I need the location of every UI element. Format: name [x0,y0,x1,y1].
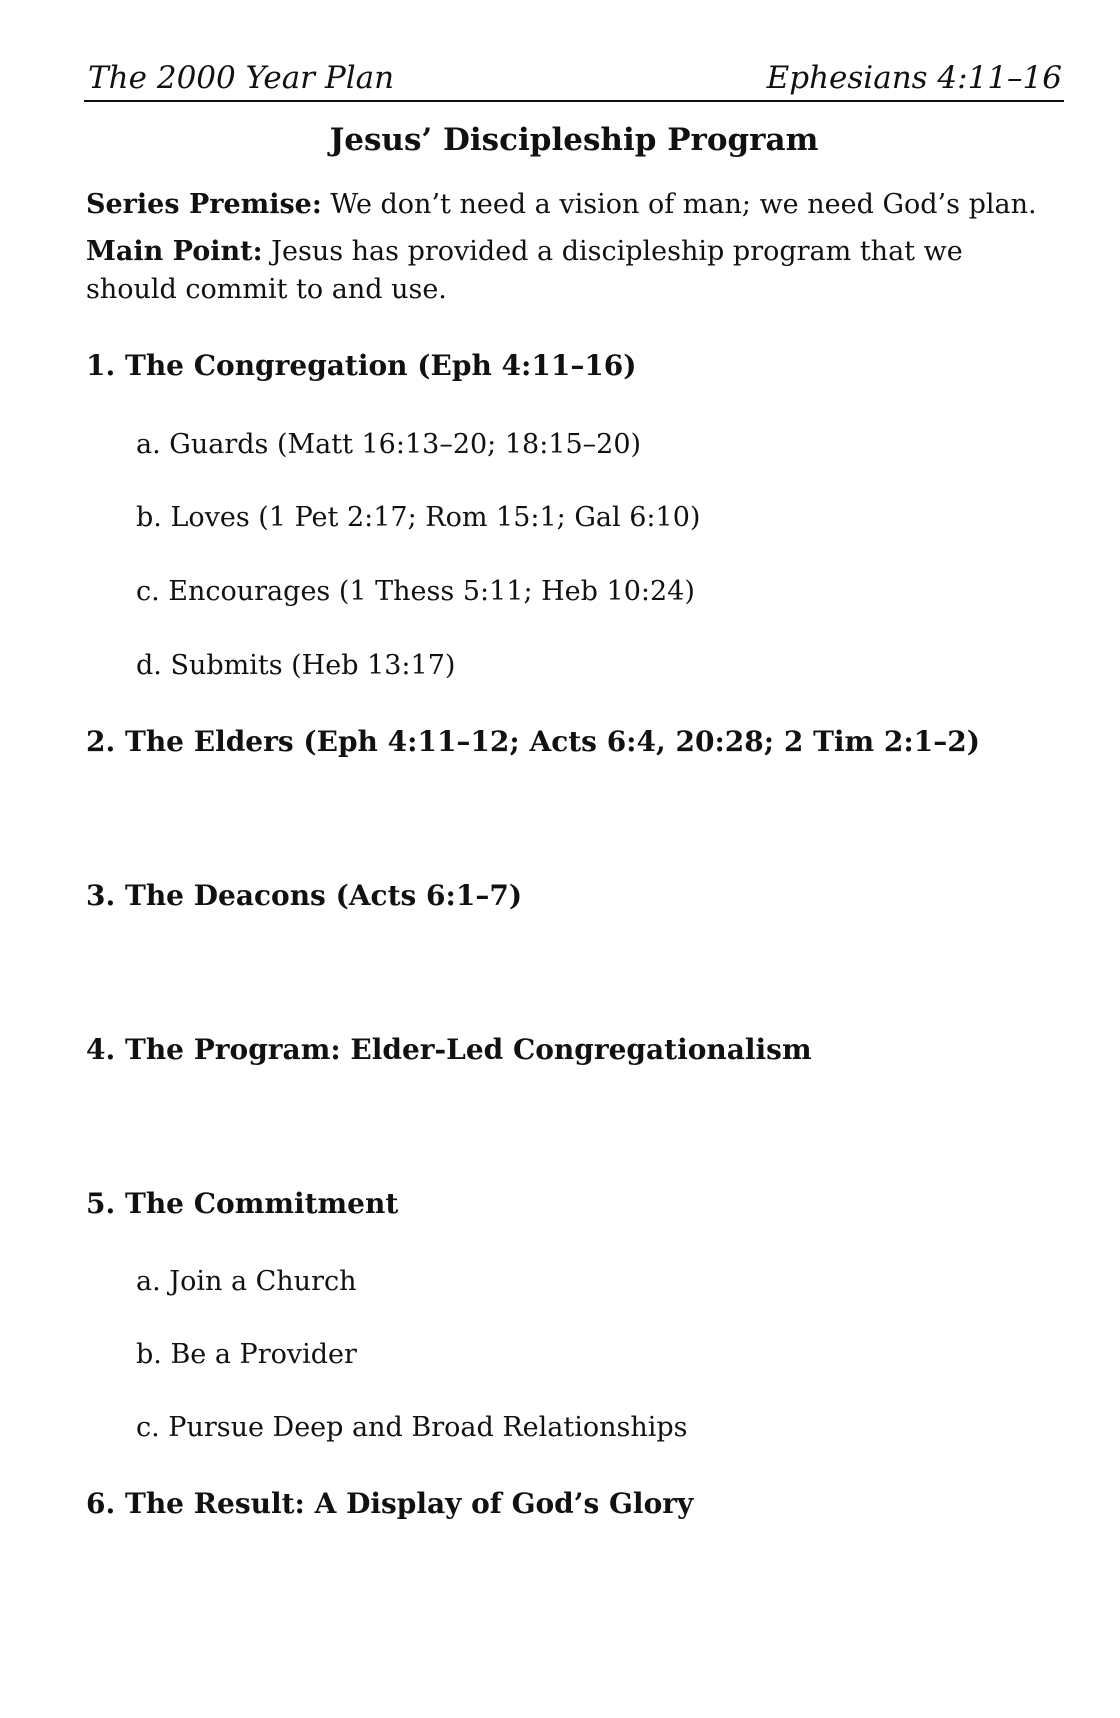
outline-heading-commitment: 5. The Commitment [86,1187,399,1220]
main-point-label: Main Point: [86,236,263,267]
series-premise [86,186,1046,224]
outline-item-loves: b. Loves (1 Pet 2:17; Rom 15:1; Gal 6:10) [136,502,701,533]
outline-heading-result: 6. The Result: A Display of God’s Glory [86,1487,694,1520]
outline-item-submits: d. Submits (Heb 13:17) [136,650,456,681]
outline-heading-deacons: 3. The Deacons (Acts 6:1–7) [86,879,523,912]
outline-heading-congregation: 1. The Congregation (Eph 4:11–16) [86,349,637,382]
main-point-text: Jesus has provided a discipleship program that we should commit to and use. [86,236,963,305]
series-premise-label: Series Premise: [86,189,322,220]
page-header [84,56,1064,102]
main-point [86,233,1046,309]
outline-item-join-church: a. Join a Church [136,1266,357,1297]
series-premise-text: We don’t need a vision of man; we need God’s plan. [321,189,1037,220]
sermon-title: Jesus’ Discipleship Program [329,122,819,158]
outline-item-guards: a. Guards (Matt 16:13–20; 18:15–20) [136,429,642,460]
outline-heading-elders: 2. The Elders (Eph 4:11–12; Acts 6:4, 20:28; 2 Tim 2:1–2) [86,725,980,758]
scripture-reference: Ephesians 4:11–16 [766,60,1062,96]
outline-item-relationships: c. Pursue Deep and Broad Relationships [136,1412,688,1443]
outline-item-encourages: c. Encourages (1 Thess 5:11; Heb 10:24) [136,576,695,607]
outline-item-be-provider: b. Be a Provider [136,1339,357,1370]
outline-heading-program: 4. The Program: Elder-Led Congregationalism [86,1033,812,1066]
series-title: The 2000 Year Plan [88,60,395,96]
